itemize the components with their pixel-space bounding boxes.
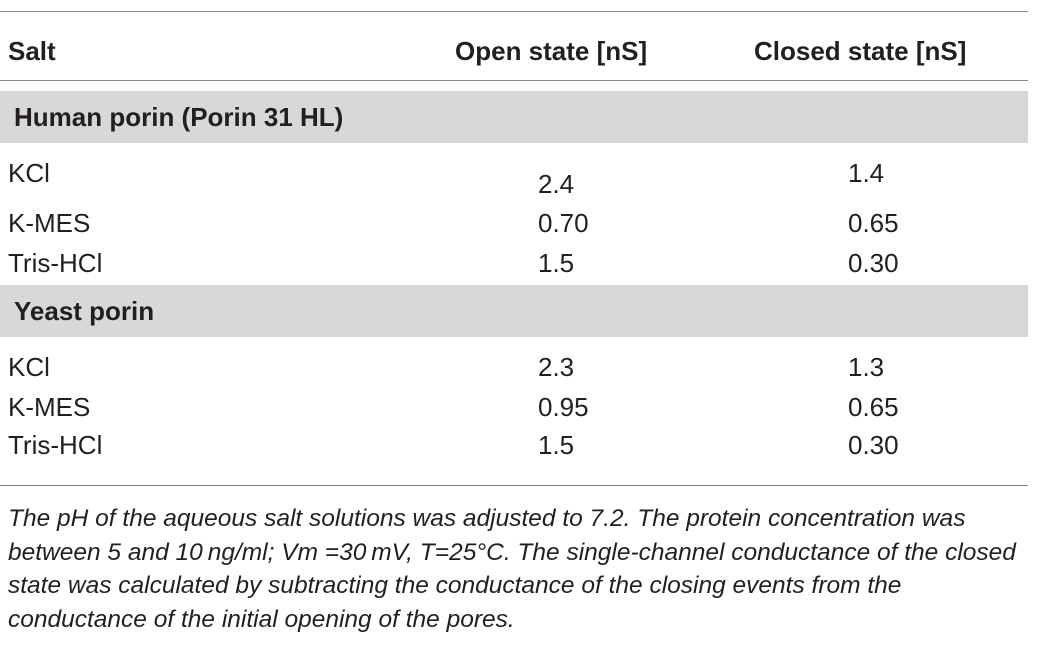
group-header-human-porin	[0, 91, 1028, 143]
column-header-open-state: Open state [nS]	[455, 36, 648, 66]
cell-closed-state: 0.30	[848, 430, 899, 460]
cell-open-state: 1.5	[538, 430, 575, 460]
cell-open-state: 2.4	[538, 169, 575, 199]
header-bottom-rule	[0, 80, 1028, 81]
cell-closed-state: 1.4	[848, 158, 885, 188]
table-bottom-rule	[0, 485, 1028, 486]
cell-salt: K-MES	[8, 208, 91, 238]
column-header-closed-state: Closed state [nS]	[754, 36, 967, 66]
cell-salt: KCl	[8, 352, 50, 382]
column-header-salt: Salt	[8, 36, 56, 66]
cell-open-state: 0.70	[538, 208, 589, 238]
cell-open-state: 2.3	[538, 352, 575, 382]
cell-open-state: 0.95	[538, 392, 589, 422]
cell-salt: Tris-HCl	[8, 248, 103, 278]
cell-salt: KCl	[8, 158, 50, 188]
cell-salt: Tris-HCl	[8, 430, 103, 460]
cell-closed-state: 1.3	[848, 352, 885, 382]
cell-closed-state: 0.30	[848, 248, 899, 278]
table-footnote: The pH of the aqueous salt solutions was adjusted to 7.2. The protein concentration was between 5 and 10 ng/ml; Vm =30 mV, T=25°C. The single-channel conductance of the closed state was calculated by subtracting the conductance of the closing events from the conductance of the initial opening of the pores.	[8, 505, 1016, 633]
cell-closed-state: 0.65	[848, 208, 899, 238]
cell-open-state: 1.5	[538, 248, 575, 278]
table-header-row	[0, 12, 1028, 80]
cell-closed-state: 0.65	[848, 392, 899, 422]
group-label: Yeast porin	[14, 296, 155, 326]
group-label: Human porin (Porin 31 HL)	[14, 102, 344, 132]
group-header-yeast-porin	[0, 285, 1028, 337]
cell-salt: K-MES	[8, 392, 91, 422]
